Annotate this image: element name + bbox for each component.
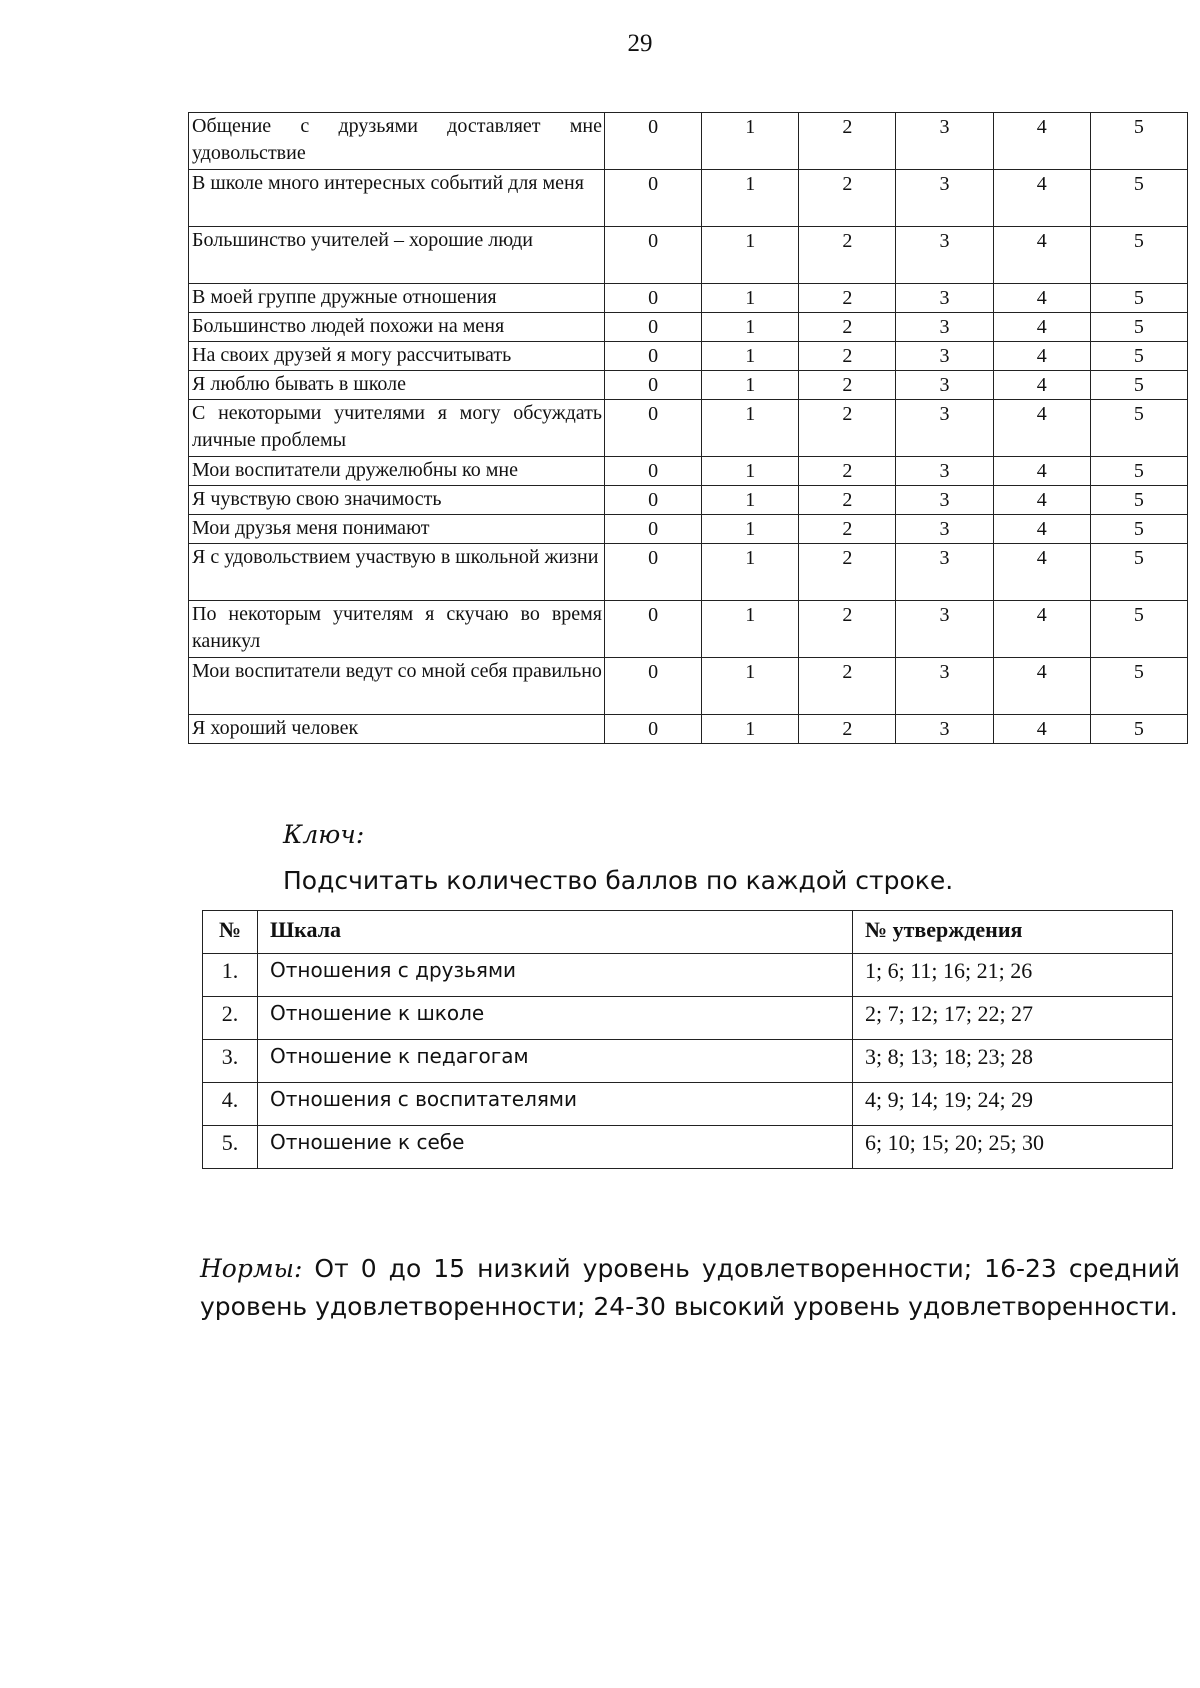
score-cell: 2	[799, 658, 896, 715]
statement-cell: Мои воспитатели дружелюбны ко мне	[189, 457, 605, 486]
score-cell: 0	[605, 227, 702, 284]
score-cell: 0	[605, 658, 702, 715]
score-cell: 4	[993, 371, 1090, 400]
page-number: 29	[627, 30, 653, 57]
key-row-scale: Отношение к педагогам	[258, 1040, 853, 1083]
score-cell: 2	[799, 313, 896, 342]
score-cell: 3	[896, 284, 993, 313]
score-cell: 3	[896, 342, 993, 371]
questionnaire-row	[189, 486, 1188, 515]
score-cell: 3	[896, 515, 993, 544]
questionnaire-row	[189, 371, 1188, 400]
statement-cell: В школе много интересных событий для меня	[189, 170, 605, 227]
score-cell: 1	[702, 284, 799, 313]
key-row-scale: Отношение к школе	[258, 997, 853, 1040]
score-cell: 2	[799, 544, 896, 601]
questionnaire-row	[189, 170, 1188, 227]
score-cell: 4	[993, 457, 1090, 486]
questionnaire-row	[189, 113, 1188, 170]
questionnaire-table	[188, 112, 1188, 744]
score-cell: 0	[605, 170, 702, 227]
score-cell: 4	[993, 313, 1090, 342]
score-cell: 5	[1090, 400, 1187, 457]
score-cell: 2	[799, 400, 896, 457]
score-cell: 3	[896, 658, 993, 715]
key-row-items: 3; 8; 13; 18; 23; 28	[853, 1040, 1173, 1083]
key-row-num: 3.	[203, 1040, 258, 1083]
questionnaire-row	[189, 313, 1188, 342]
score-cell: 0	[605, 284, 702, 313]
score-cell: 5	[1090, 227, 1187, 284]
score-cell: 3	[896, 457, 993, 486]
key-row-items: 6; 10; 15; 20; 25; 30	[853, 1126, 1173, 1169]
questionnaire-row	[189, 658, 1188, 715]
questionnaire-row	[189, 601, 1188, 658]
score-cell: 0	[605, 342, 702, 371]
key-row-num: 2.	[203, 997, 258, 1040]
statement-cell: Я люблю бывать в школе	[189, 371, 605, 400]
score-cell: 5	[1090, 544, 1187, 601]
score-cell: 1	[702, 715, 799, 744]
score-cell: 2	[799, 371, 896, 400]
score-cell: 5	[1090, 371, 1187, 400]
statement-cell: На своих друзей я могу рассчитывать	[189, 342, 605, 371]
key-row-scale: Отношение к себе	[258, 1126, 853, 1169]
score-cell: 1	[702, 342, 799, 371]
key-row	[203, 954, 1173, 997]
score-cell: 0	[605, 715, 702, 744]
score-cell: 3	[896, 170, 993, 227]
key-row	[203, 997, 1173, 1040]
score-cell: 2	[799, 113, 896, 170]
questionnaire-row	[189, 227, 1188, 284]
statement-cell: Большинство учителей – хорошие люди	[189, 227, 605, 284]
score-cell: 3	[896, 544, 993, 601]
score-cell: 4	[993, 113, 1090, 170]
key-row-items: 2; 7; 12; 17; 22; 27	[853, 997, 1173, 1040]
score-cell: 1	[702, 515, 799, 544]
questionnaire-row	[189, 457, 1188, 486]
score-cell: 2	[799, 457, 896, 486]
score-cell: 4	[993, 515, 1090, 544]
statement-cell: С некоторыми учителями я могу обсуждать личные проблемы	[189, 400, 605, 457]
statement-cell: В моей группе дружные отношения	[189, 284, 605, 313]
score-cell: 4	[993, 284, 1090, 313]
score-cell: 2	[799, 227, 896, 284]
statement-cell: Я чувствую свою значимость	[189, 486, 605, 515]
score-cell: 1	[702, 457, 799, 486]
score-cell: 5	[1090, 715, 1187, 744]
score-cell: 2	[799, 170, 896, 227]
score-cell: 5	[1090, 342, 1187, 371]
score-cell: 5	[1090, 284, 1187, 313]
statement-cell: Мои друзья меня понимают	[189, 515, 605, 544]
score-cell: 0	[605, 457, 702, 486]
score-cell: 4	[993, 342, 1090, 371]
key-table	[202, 910, 1173, 1169]
score-cell: 2	[799, 284, 896, 313]
questionnaire-row	[189, 284, 1188, 313]
key-row-scale: Отношения с воспитателями	[258, 1083, 853, 1126]
statement-cell: Мои воспитатели ведут со мной себя правильно	[189, 658, 605, 715]
key-title: Ключ:	[283, 820, 365, 849]
score-cell: 2	[799, 486, 896, 515]
score-cell: 5	[1090, 170, 1187, 227]
score-cell: 0	[605, 544, 702, 601]
score-cell: 5	[1090, 658, 1187, 715]
score-cell: 0	[605, 371, 702, 400]
score-cell: 1	[702, 170, 799, 227]
score-cell: 0	[605, 113, 702, 170]
key-row	[203, 1126, 1173, 1169]
score-cell: 3	[896, 601, 993, 658]
norms-label: Нормы:	[200, 1254, 303, 1283]
key-row	[203, 1040, 1173, 1083]
score-cell: 4	[993, 658, 1090, 715]
score-cell: 4	[993, 227, 1090, 284]
score-cell: 1	[702, 658, 799, 715]
questionnaire-row	[189, 544, 1188, 601]
key-header-scale: Шкала	[258, 911, 853, 954]
score-cell: 2	[799, 342, 896, 371]
score-cell: 3	[896, 313, 993, 342]
norms-text: От 0 до 15 низкий уровень удовлетворенности; 16-23 средний уровень удовлетворенности; 24-30 высокий уровень удовлетворенности.	[200, 1254, 1180, 1321]
key-row-scale: Отношения с друзьями	[258, 954, 853, 997]
score-cell: 5	[1090, 113, 1187, 170]
score-cell: 2	[799, 515, 896, 544]
questionnaire-row	[189, 715, 1188, 744]
score-cell: 0	[605, 313, 702, 342]
statement-cell: Я с удовольствием участвую в школьной жизни	[189, 544, 605, 601]
statement-cell: Я хороший человек	[189, 715, 605, 744]
score-cell: 4	[993, 486, 1090, 515]
key-row-items: 4; 9; 14; 19; 24; 29	[853, 1083, 1173, 1126]
score-cell: 2	[799, 601, 896, 658]
statement-cell: По некоторым учителям я скучаю во время каникул	[189, 601, 605, 658]
score-cell: 3	[896, 715, 993, 744]
score-cell: 0	[605, 515, 702, 544]
key-row-num: 5.	[203, 1126, 258, 1169]
score-cell: 5	[1090, 313, 1187, 342]
score-cell: 1	[702, 371, 799, 400]
score-cell: 4	[993, 601, 1090, 658]
score-cell: 0	[605, 400, 702, 457]
score-cell: 5	[1090, 601, 1187, 658]
score-cell: 5	[1090, 515, 1187, 544]
key-table-header	[203, 911, 1173, 954]
statement-cell: Общение с друзьями доставляет мне удовольствие	[189, 113, 605, 170]
score-cell: 5	[1090, 486, 1187, 515]
key-row-num: 1.	[203, 954, 258, 997]
key-instruction: Подсчитать количество баллов по каждой строке.	[283, 866, 954, 895]
score-cell: 1	[702, 544, 799, 601]
key-row	[203, 1083, 1173, 1126]
score-cell: 3	[896, 371, 993, 400]
score-cell: 2	[799, 715, 896, 744]
score-cell: 4	[993, 170, 1090, 227]
score-cell: 1	[702, 227, 799, 284]
score-cell: 1	[702, 601, 799, 658]
norms-paragraph	[200, 1250, 1180, 1326]
score-cell: 5	[1090, 457, 1187, 486]
score-cell: 3	[896, 113, 993, 170]
score-cell: 1	[702, 313, 799, 342]
score-cell: 3	[896, 400, 993, 457]
score-cell: 1	[702, 486, 799, 515]
questionnaire-row	[189, 400, 1188, 457]
statement-cell: Большинство людей похожи на меня	[189, 313, 605, 342]
score-cell: 1	[702, 113, 799, 170]
key-header-num: №	[203, 911, 258, 954]
key-header-items: № утверждения	[853, 911, 1173, 954]
score-cell: 4	[993, 400, 1090, 457]
score-cell: 0	[605, 486, 702, 515]
key-row-num: 4.	[203, 1083, 258, 1126]
score-cell: 4	[993, 715, 1090, 744]
score-cell: 4	[993, 544, 1090, 601]
score-cell: 3	[896, 227, 993, 284]
score-cell: 3	[896, 486, 993, 515]
questionnaire-row	[189, 342, 1188, 371]
questionnaire-row	[189, 515, 1188, 544]
score-cell: 0	[605, 601, 702, 658]
score-cell: 1	[702, 400, 799, 457]
key-row-items: 1; 6; 11; 16; 21; 26	[853, 954, 1173, 997]
